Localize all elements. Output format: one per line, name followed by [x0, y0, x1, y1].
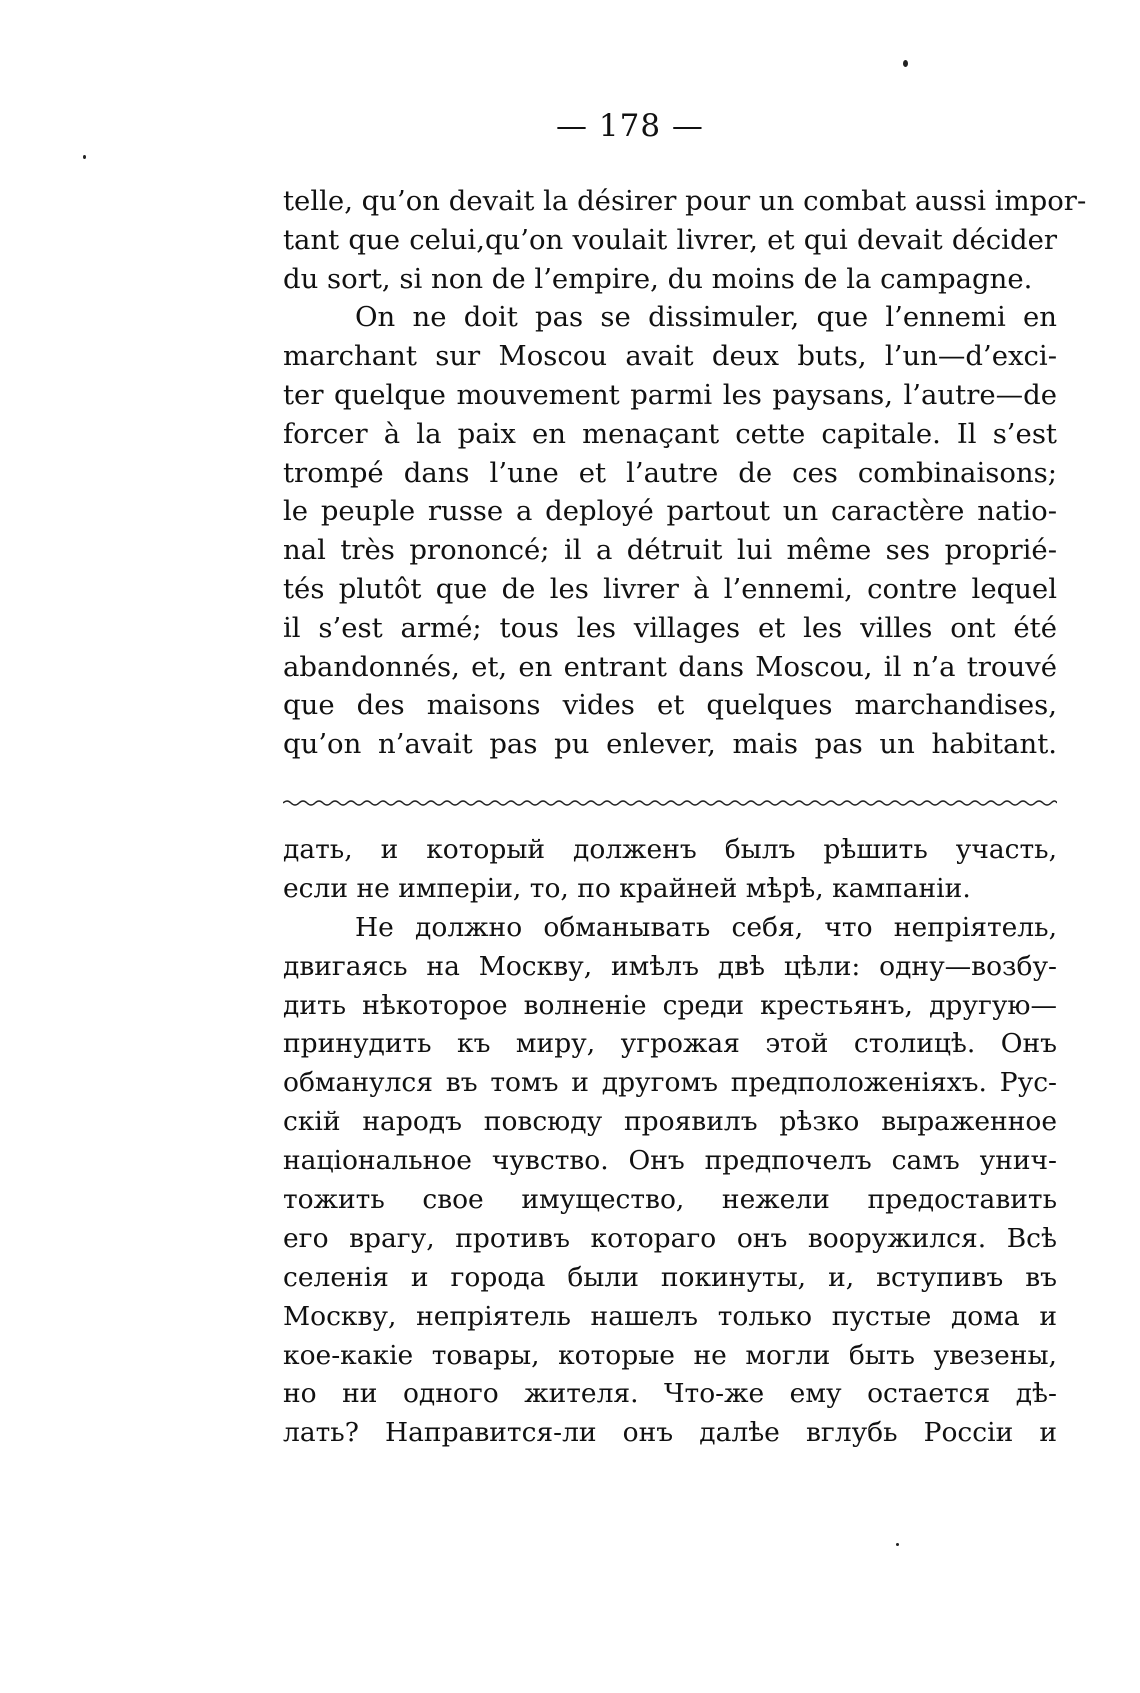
russian-line: дить нѣкоторое волненіе среди крестьянъ, другую—: [283, 989, 1057, 1021]
french-line: On ne doit pas se dissimuler, que l’ennemi en: [355, 301, 1057, 334]
french-line: marchant sur Moscou avait deux buts, l’un—d’exci-: [283, 340, 1057, 373]
russian-line: селенія и города были покинуты, и, вступивъ въ: [283, 1261, 1057, 1293]
french-line: telle, qu’on devait la désirer pour un combat aussi impor-: [283, 185, 1087, 217]
russian-line: скій народъ повсюду проявилъ рѣзко выраженное: [283, 1106, 1057, 1138]
russian-line: Москву, непріятель нашелъ только пустые дома и: [283, 1300, 1057, 1332]
ink-speck: [83, 155, 86, 159]
page-number: — 178 —: [556, 108, 704, 144]
russian-line: кое-какіе товары, которые не могли быть увезены,: [283, 1339, 1057, 1371]
ink-speck: [903, 60, 908, 67]
russian-text: [283, 831, 1057, 1453]
russian-line: дать, и который долженъ былъ рѣшить участь,: [283, 834, 1057, 865]
french-line: du sort, si non de l’empire, du moins de la campagne.: [283, 262, 1033, 295]
russian-line: если не имперіи, то, по крайней мѣрѣ, кампаніи.: [283, 872, 971, 904]
russian-line: принудить къ миру, угрожая этой столицѣ. Онъ: [283, 1028, 1057, 1060]
french-line: forcer à la paix en menaçant cette capitale. Il s’est: [283, 417, 1057, 450]
french-line: ter quelque mouvement parmi les paysans, l’autre—de: [283, 378, 1057, 411]
ink-speck: [896, 1543, 899, 1546]
french-line: tés plutôt que de les livrer à l’ennemi, contre lequel: [283, 572, 1057, 605]
french-line: qu’on n’avait pas pu enlever, mais pas un habitant.: [283, 728, 1057, 761]
french-line: que des maisons vides et quelques marchandises,: [283, 689, 1057, 722]
russian-line: лать? Направится-ли онъ далѣе вглубь Россіи и: [283, 1417, 1057, 1449]
wavy-divider: [283, 798, 1057, 808]
french-line: abandonnés, et, en entrant dans Moscou, il n’a trouvé: [283, 650, 1057, 683]
french-text: [283, 182, 1087, 764]
russian-line: но ни одного жителя. Что-же ему остается дѣ-: [283, 1378, 1057, 1410]
russian-line: Не должно обманывать себя, что непріятель,: [355, 911, 1057, 943]
russian-line: двигаясь на Москву, имѣлъ двѣ цѣли: одну—возбу-: [283, 950, 1057, 982]
russian-line: обманулся въ томъ и другомъ предположеніяхъ. Рус-: [283, 1067, 1057, 1099]
french-line: nal très prononcé; il a détruit lui même ses proprié-: [283, 534, 1057, 567]
russian-line: національное чувство. Онъ предпочелъ самъ унич-: [283, 1145, 1057, 1177]
russian-line: его врагу, противъ котораго онъ вооружился. Всѣ: [283, 1222, 1057, 1254]
french-line: trompé dans l’une et l’autre de ces combinaisons;: [283, 456, 1057, 489]
french-line: tant que celui,qu’on voulait livrer, et qui devait décider: [283, 223, 1057, 256]
russian-line: тожить свое имущество, нежели предоставить: [283, 1184, 1057, 1216]
french-line: il s’est armé; tous les villages et les villes ont été: [283, 611, 1057, 644]
french-line: le peuple russe a deployé partout un caractère natio-: [283, 495, 1057, 528]
